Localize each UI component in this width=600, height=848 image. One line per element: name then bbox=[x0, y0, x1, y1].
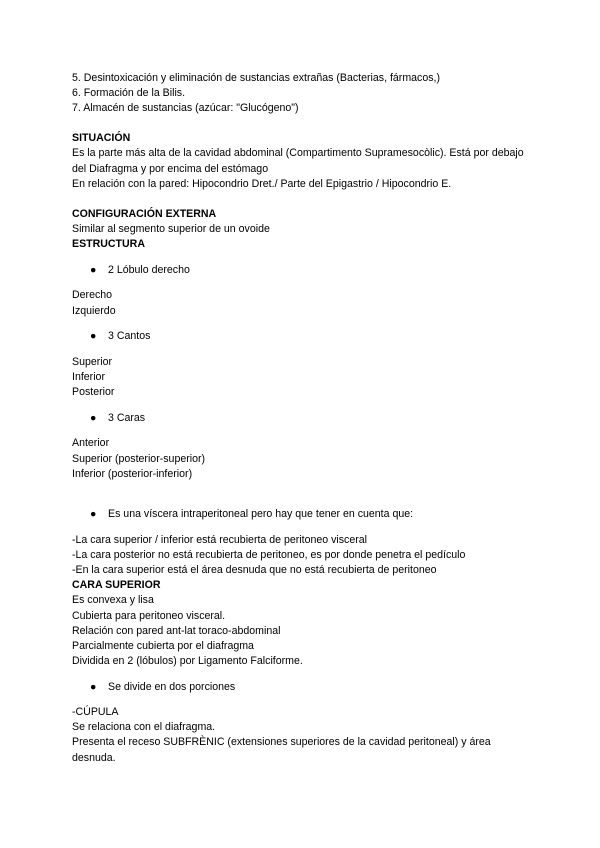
list-item: -En la cara superior está el área desnuda que no está recubierta de peritoneo bbox=[72, 564, 437, 577]
section-heading: CONFIGURACIÓN EXTERNA bbox=[72, 207, 217, 220]
list-item: Superior (posterior-superior) bbox=[72, 452, 206, 465]
section-heading: CARA SUPERIOR bbox=[72, 579, 161, 592]
bullet-item bbox=[72, 263, 532, 278]
list-item: 7. Almacén de sustancias (azúcar: "Glucógeno") bbox=[72, 102, 299, 115]
list-item: Superior bbox=[72, 355, 113, 368]
bullet-text: 3 Cantos bbox=[108, 330, 151, 343]
bullet-icon: ● bbox=[90, 263, 97, 276]
section-heading: SITUACIÓN bbox=[72, 132, 131, 145]
list-item: Inferior (posterior-inferior) bbox=[72, 467, 193, 480]
bullet-text: 2 Lóbulo derecho bbox=[108, 263, 190, 276]
list-item: Dividida en 2 (lóbulos) por Ligamento Falciforme. bbox=[72, 654, 303, 667]
spacer bbox=[72, 192, 532, 207]
paragraph: Se relaciona con el diafragma. bbox=[72, 721, 216, 734]
list-item: Posterior bbox=[72, 386, 115, 399]
bullet-item bbox=[72, 680, 532, 695]
section-intraperitoneal bbox=[72, 507, 532, 578]
list-item: Anterior bbox=[72, 437, 110, 450]
subsection-heading: ESTRUCTURA bbox=[72, 238, 145, 251]
list-item: Es convexa y lisa bbox=[72, 594, 154, 607]
bullet-icon: ● bbox=[90, 680, 97, 693]
section-cara-superior bbox=[72, 578, 532, 765]
spacer bbox=[72, 482, 532, 497]
list-item: Cubierta para peritoneo visceral. bbox=[72, 609, 226, 622]
list-item: Inferior bbox=[72, 370, 105, 383]
bullet-text: Se divide en dos porciones bbox=[108, 680, 236, 693]
list-item: Derecho bbox=[72, 289, 113, 302]
list-item: -La cara superior / inferior está recubierta de peritoneo visceral bbox=[72, 534, 368, 547]
paragraph: Similar al segmento superior de un ovoide bbox=[72, 222, 270, 235]
section-situacion bbox=[72, 131, 532, 191]
list-item: Parcialmente cubierta por el diafragma bbox=[72, 639, 254, 652]
intro-list bbox=[72, 71, 532, 116]
bullet-item bbox=[72, 507, 532, 522]
paragraph: En relación con la pared: Hipocondrio Dret./ Parte del Epigastrio / Hipocondrio E. bbox=[72, 177, 452, 190]
bullet-item bbox=[72, 329, 532, 344]
bullet-icon: ● bbox=[90, 411, 97, 424]
document-page bbox=[72, 71, 532, 766]
bullet-item bbox=[72, 411, 532, 426]
bullet-icon: ● bbox=[90, 508, 97, 521]
bullet-text: 3 Caras bbox=[108, 411, 146, 424]
list-item: -La cara posterior no está recubierta de peritoneo, es por donde penetra el pedículo bbox=[72, 549, 466, 562]
list-item: 6. Formación de la Bilis. bbox=[72, 87, 186, 100]
section-configuracion-externa bbox=[72, 207, 532, 482]
list-item: Relación con pared ant-lat toraco-abdominal bbox=[72, 624, 281, 637]
spacer bbox=[72, 116, 532, 131]
subsection-heading: -CÚPULA bbox=[72, 706, 119, 719]
list-item: Izquierdo bbox=[72, 304, 116, 317]
bullet-icon: ● bbox=[90, 330, 97, 343]
paragraph: Es la parte más alta de la cavidad abdominal (Compartimento Supramesocòlic). Está por debajo del Diafragma y por encima del estómago bbox=[72, 147, 524, 175]
list-item: 5. Desintoxicación y eliminación de sustancias extrañas (Bacterias, fármacos,) bbox=[72, 72, 440, 84]
paragraph: Presenta el receso SUBFRÈNIC (extensiones superiores de la cavidad peritoneal) y área desnuda. bbox=[72, 736, 491, 764]
bullet-text: Es una víscera intraperitoneal pero hay que tener en cuenta que: bbox=[108, 508, 414, 521]
